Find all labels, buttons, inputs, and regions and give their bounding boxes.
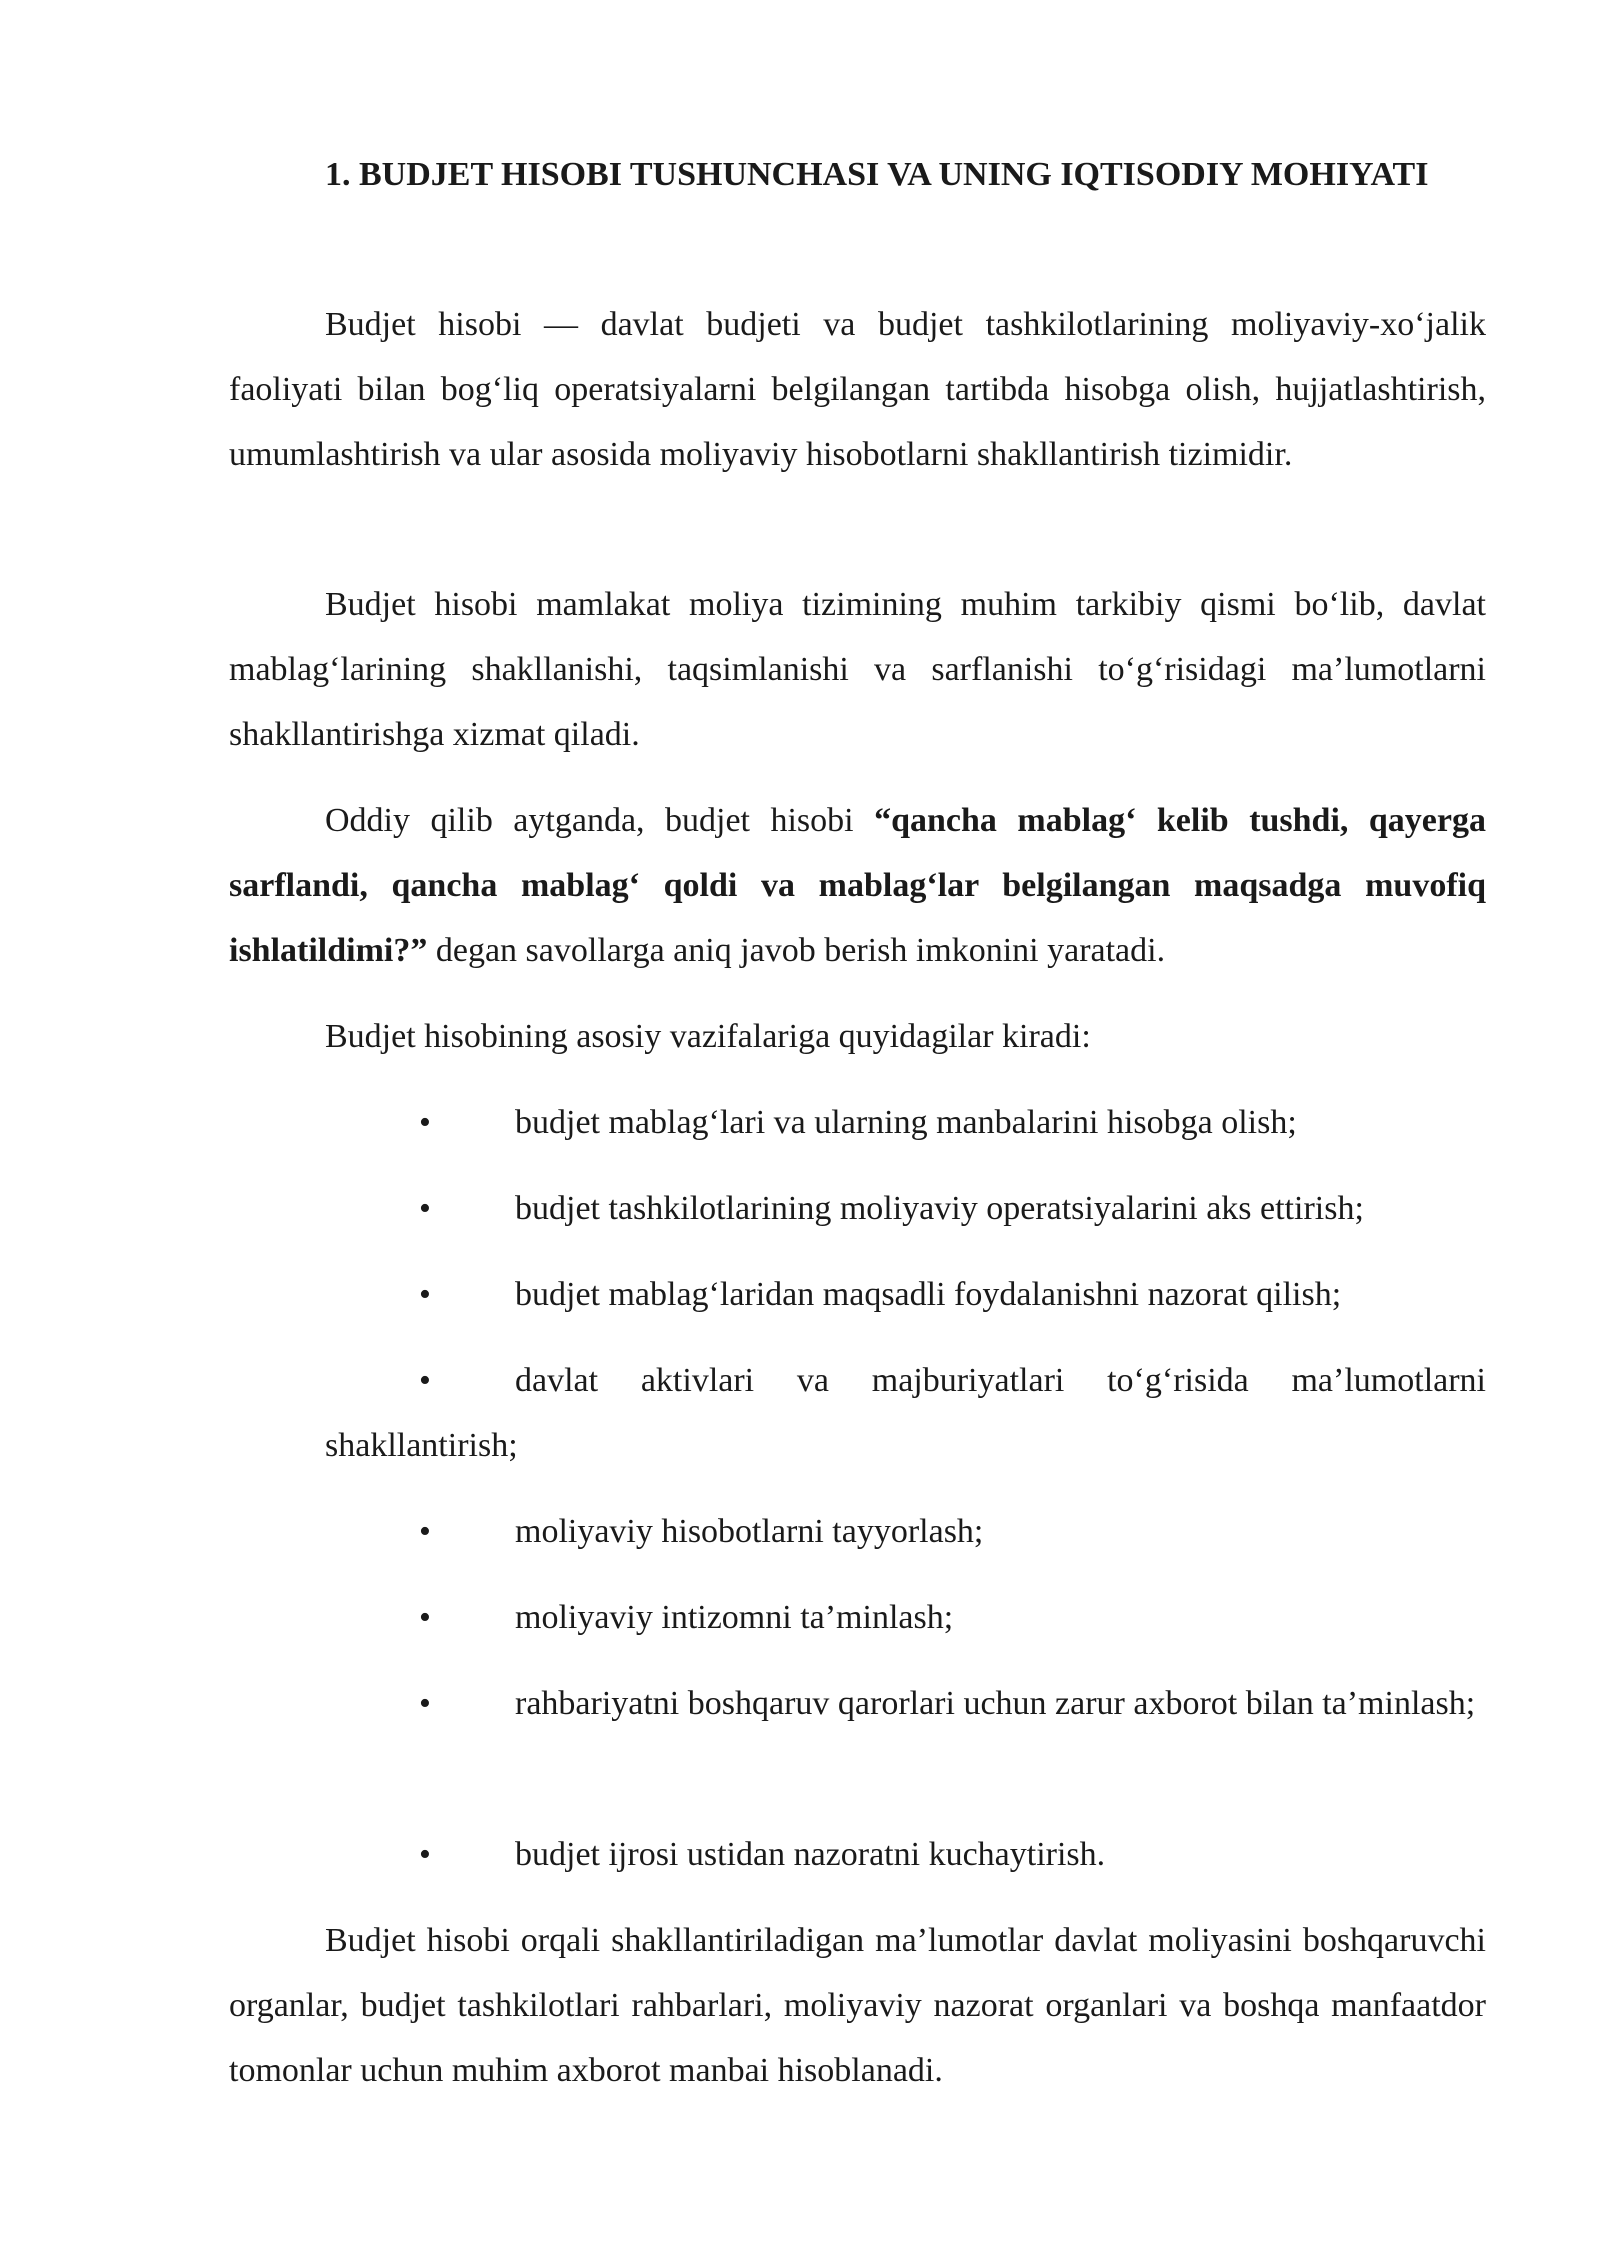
paragraph-role: Budjet hisobi mamlakat moliya tizimining muhim tarkibiy qismi bo‘lib, davlat mablag‘larining shakllanishi, taqsimlanishi va sarflanishi to‘g‘risidagi ma’lumotlarni shakllantirishga xizmat qiladi. <box>229 586 1486 753</box>
list-item-text: budjet ijrosi ustidan nazoratni kuchaytirish. <box>515 1836 1106 1873</box>
bullet-icon: • <box>419 1104 431 1141</box>
list-item <box>325 1262 1486 1327</box>
paragraph-text: degan savollarga aniq javob berish imkonini yaratadi. <box>427 932 1166 969</box>
bullet-icon: • <box>419 1685 431 1722</box>
paragraph-conclusion: Budjet hisobi orqali shakllantiriladigan ma’lumotlar davlat moliyasini boshqaruvchi organlar, budjet tashkilotlari rahbarlari, moliyaviy nazorat organlari va boshqa manfaatdor tomonlar uchun muhim axborot manbai hisoblanadi. <box>229 1922 1486 2089</box>
list-item <box>325 1671 1486 1736</box>
bullet-icon: • <box>419 1362 431 1399</box>
list-item <box>325 1822 1486 1887</box>
bullet-icon: • <box>419 1836 431 1873</box>
paragraph-text: Oddiy qilib aytganda, budjet hisobi <box>325 802 875 839</box>
list-item-text: rahbariyatni boshqaruv qarorlari uchun zarur axborot bilan ta’minlash; <box>515 1685 1476 1722</box>
list-item-text: davlat aktivlari va majburiyatlari to‘g‘risida ma’lumotlarni shakllantirish; <box>325 1362 1486 1464</box>
bullet-icon: • <box>419 1190 431 1227</box>
paragraph-simple-explanation <box>229 788 1486 983</box>
paragraph-tasks-intro: Budjet hisobining asosiy vazifalariga quyidagilar kiradi: <box>325 1018 1091 1055</box>
list-item-text: moliyaviy hisobotlarni tayyorlash; <box>515 1513 984 1550</box>
bullet-icon: • <box>419 1513 431 1550</box>
list-item <box>325 1090 1486 1155</box>
section-heading: 1. BUDJET HISOBI TUSHUNCHASI VA UNING IQTISODIY MOHIYATI <box>325 156 1429 193</box>
list-item <box>325 1348 1486 1478</box>
list-item-text: budjet mablag‘laridan maqsadli foydalanishni nazorat qilish; <box>515 1276 1342 1313</box>
list-item <box>325 1499 1486 1564</box>
list-item-text: moliyaviy intizomni ta’minlash; <box>515 1599 954 1636</box>
list-item <box>325 1585 1486 1650</box>
paragraph-definition: Budjet hisobi — davlat budjeti va budjet tashkilotlarining moliyaviy-xo‘jalik faoliyati bilan bog‘liq operatsiyalarni belgilangan tartibda hisobga olish, hujjatlashtirish, umumlashtirish va ular asosida moliyaviy hisobotlarni shakllantirish tizimidir. <box>229 306 1486 473</box>
list-item <box>325 1176 1486 1241</box>
bullet-icon: • <box>419 1599 431 1636</box>
list-item-text: budjet tashkilotlarining moliyaviy operatsiyalarini aks ettirish; <box>515 1190 1364 1227</box>
list-item-text: budjet mablag‘lari va ularning manbalarini hisobga olish; <box>515 1104 1297 1141</box>
bold-question: “qancha mablag‘ kelib tushdi, qayerga sarflandi, qancha mablag‘ qoldi va mablag‘lar belgilangan maqsadga muvofiq ishlatildimi?” <box>229 802 1486 969</box>
bullet-icon: • <box>419 1276 431 1313</box>
